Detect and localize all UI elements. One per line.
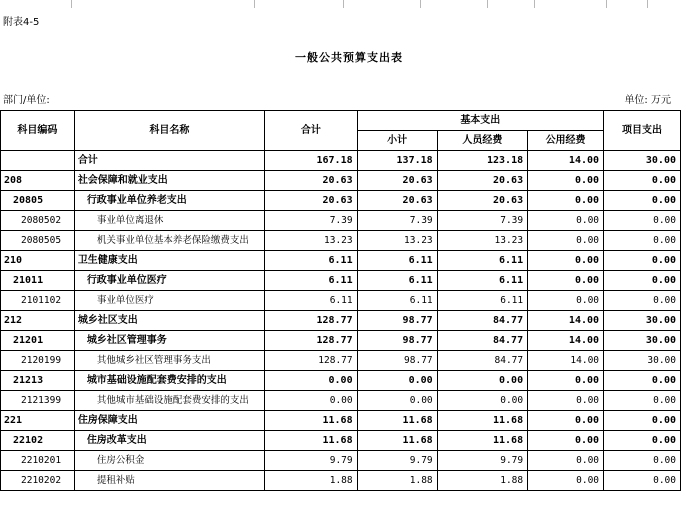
row-public: 0.00 [528, 211, 604, 231]
row-personnel: 9.79 [437, 451, 527, 471]
header-basic: 基本支出 [357, 111, 603, 131]
row-code: 20805 [1, 191, 75, 211]
row-code: 2080502 [1, 211, 75, 231]
row-code [1, 151, 75, 171]
row-code: 210 [1, 251, 75, 271]
row-total: 20.63 [265, 191, 358, 211]
row-code: 2121399 [1, 391, 75, 411]
row-project: 30.00 [604, 311, 681, 331]
row-public: 14.00 [528, 331, 604, 351]
row-subtotal: 1.88 [357, 471, 437, 491]
row-total: 6.11 [265, 271, 358, 291]
row-code: 2101102 [1, 291, 75, 311]
row-project: 0.00 [604, 371, 681, 391]
row-project: 0.00 [604, 391, 681, 411]
row-total: 11.68 [265, 431, 358, 451]
row-subtotal: 98.77 [357, 311, 437, 331]
row-total: 167.18 [265, 151, 358, 171]
row-public: 14.00 [528, 151, 604, 171]
row-name: 城市基础设施配套费安排的支出 [74, 371, 264, 391]
table-row [1, 291, 681, 311]
row-subtotal: 13.23 [357, 231, 437, 251]
header-name: 科目名称 [74, 111, 264, 151]
row-code: 2120199 [1, 351, 75, 371]
row-personnel: 6.11 [437, 251, 527, 271]
table-row [1, 211, 681, 231]
row-personnel: 11.68 [437, 411, 527, 431]
row-code: 212 [1, 311, 75, 331]
row-name: 行政事业单位养老支出 [74, 191, 264, 211]
row-total: 13.23 [265, 231, 358, 251]
row-total: 128.77 [265, 311, 358, 331]
row-personnel: 20.63 [437, 191, 527, 211]
page-title: 一般公共预算支出表 [295, 51, 403, 64]
row-project: 0.00 [604, 231, 681, 251]
table-row [1, 391, 681, 411]
row-project: 0.00 [604, 411, 681, 431]
row-name: 其他城市基础设施配套费安排的支出 [74, 391, 264, 411]
row-personnel: 20.63 [437, 171, 527, 191]
row-public: 0.00 [528, 391, 604, 411]
row-personnel: 0.00 [437, 391, 527, 411]
row-subtotal: 98.77 [357, 331, 437, 351]
row-code: 21011 [1, 271, 75, 291]
row-project: 0.00 [604, 451, 681, 471]
unit-label: 单位: 万元 [624, 95, 671, 106]
row-personnel: 123.18 [437, 151, 527, 171]
header-project: 项目支出 [604, 111, 681, 151]
header-code: 科目编码 [1, 111, 75, 151]
row-subtotal: 11.68 [357, 411, 437, 431]
row-public: 0.00 [528, 231, 604, 251]
row-subtotal: 7.39 [357, 211, 437, 231]
row-personnel: 7.39 [437, 211, 527, 231]
row-subtotal: 137.18 [357, 151, 437, 171]
row-project: 0.00 [604, 211, 681, 231]
row-total: 1.88 [265, 471, 358, 491]
row-code: 2210202 [1, 471, 75, 491]
row-subtotal: 11.68 [357, 431, 437, 451]
row-public: 0.00 [528, 251, 604, 271]
row-subtotal: 20.63 [357, 171, 437, 191]
table-row [1, 471, 681, 491]
row-code: 221 [1, 411, 75, 431]
row-personnel: 6.11 [437, 291, 527, 311]
row-public: 0.00 [528, 411, 604, 431]
row-name: 住房改革支出 [74, 431, 264, 451]
table-row [1, 431, 681, 451]
row-total: 128.77 [265, 351, 358, 371]
row-project: 0.00 [604, 251, 681, 271]
row-subtotal: 6.11 [357, 271, 437, 291]
header-personnel: 人员经费 [437, 131, 527, 151]
row-name: 城乡社区管理事务 [74, 331, 264, 351]
dept-label: 部门/单位: [3, 95, 50, 106]
row-subtotal: 20.63 [357, 191, 437, 211]
row-subtotal: 0.00 [357, 371, 437, 391]
row-total: 0.00 [265, 391, 358, 411]
table-row [1, 251, 681, 271]
row-project: 0.00 [604, 171, 681, 191]
row-public: 0.00 [528, 171, 604, 191]
table-row [1, 451, 681, 471]
budget-table [0, 110, 681, 491]
row-project: 0.00 [604, 271, 681, 291]
row-name: 卫生健康支出 [74, 251, 264, 271]
row-name: 住房保障支出 [74, 411, 264, 431]
row-total: 7.39 [265, 211, 358, 231]
row-public: 0.00 [528, 371, 604, 391]
row-public: 0.00 [528, 451, 604, 471]
row-name: 住房公积金 [74, 451, 264, 471]
row-code: 208 [1, 171, 75, 191]
row-public: 14.00 [528, 311, 604, 331]
row-name: 城乡社区支出 [74, 311, 264, 331]
row-name: 机关事业单位基本养老保险缴费支出 [74, 231, 264, 251]
row-code: 2080505 [1, 231, 75, 251]
row-total: 6.11 [265, 291, 358, 311]
row-personnel: 11.68 [437, 431, 527, 451]
row-personnel: 84.77 [437, 351, 527, 371]
row-subtotal: 98.77 [357, 351, 437, 371]
row-name: 行政事业单位医疗 [74, 271, 264, 291]
row-name: 其他城乡社区管理事务支出 [74, 351, 264, 371]
table-row [1, 171, 681, 191]
row-name: 事业单位医疗 [74, 291, 264, 311]
table-row [1, 331, 681, 351]
row-project: 30.00 [604, 331, 681, 351]
row-code: 22102 [1, 431, 75, 451]
row-code: 21213 [1, 371, 75, 391]
appendix-label: 附表4-5 [3, 17, 40, 28]
row-personnel: 6.11 [437, 271, 527, 291]
row-name: 提租补贴 [74, 471, 264, 491]
row-personnel: 1.88 [437, 471, 527, 491]
row-subtotal: 0.00 [357, 391, 437, 411]
row-public: 0.00 [528, 191, 604, 211]
table-row [1, 351, 681, 371]
row-public: 0.00 [528, 431, 604, 451]
row-personnel: 13.23 [437, 231, 527, 251]
table-row [1, 231, 681, 251]
row-project: 0.00 [604, 471, 681, 491]
row-subtotal: 6.11 [357, 291, 437, 311]
row-code: 2210201 [1, 451, 75, 471]
row-total: 20.63 [265, 171, 358, 191]
header-subtotal: 小计 [357, 131, 437, 151]
row-project: 30.00 [604, 151, 681, 171]
row-public: 0.00 [528, 291, 604, 311]
row-personnel: 84.77 [437, 331, 527, 351]
row-personnel: 84.77 [437, 311, 527, 331]
row-project: 0.00 [604, 431, 681, 451]
row-personnel: 0.00 [437, 371, 527, 391]
row-total: 9.79 [265, 451, 358, 471]
sheet-gridlines [0, 0, 698, 8]
row-total: 0.00 [265, 371, 358, 391]
header-total: 合计 [265, 111, 358, 151]
row-subtotal: 6.11 [357, 251, 437, 271]
row-total: 128.77 [265, 331, 358, 351]
row-code: 21201 [1, 331, 75, 351]
header-public: 公用经费 [528, 131, 604, 151]
row-project: 0.00 [604, 191, 681, 211]
table-row [1, 151, 681, 171]
table-row [1, 411, 681, 431]
row-public: 0.00 [528, 271, 604, 291]
row-subtotal: 9.79 [357, 451, 437, 471]
row-name: 事业单位离退休 [74, 211, 264, 231]
row-name: 社会保障和就业支出 [74, 171, 264, 191]
table-row [1, 271, 681, 291]
table-row [1, 371, 681, 391]
row-name: 合计 [74, 151, 264, 171]
row-project: 30.00 [604, 351, 681, 371]
row-project: 0.00 [604, 291, 681, 311]
budget-table-body [1, 151, 681, 491]
row-total: 11.68 [265, 411, 358, 431]
row-total: 6.11 [265, 251, 358, 271]
table-row [1, 311, 681, 331]
table-row [1, 191, 681, 211]
row-public: 0.00 [528, 471, 604, 491]
row-public: 14.00 [528, 351, 604, 371]
